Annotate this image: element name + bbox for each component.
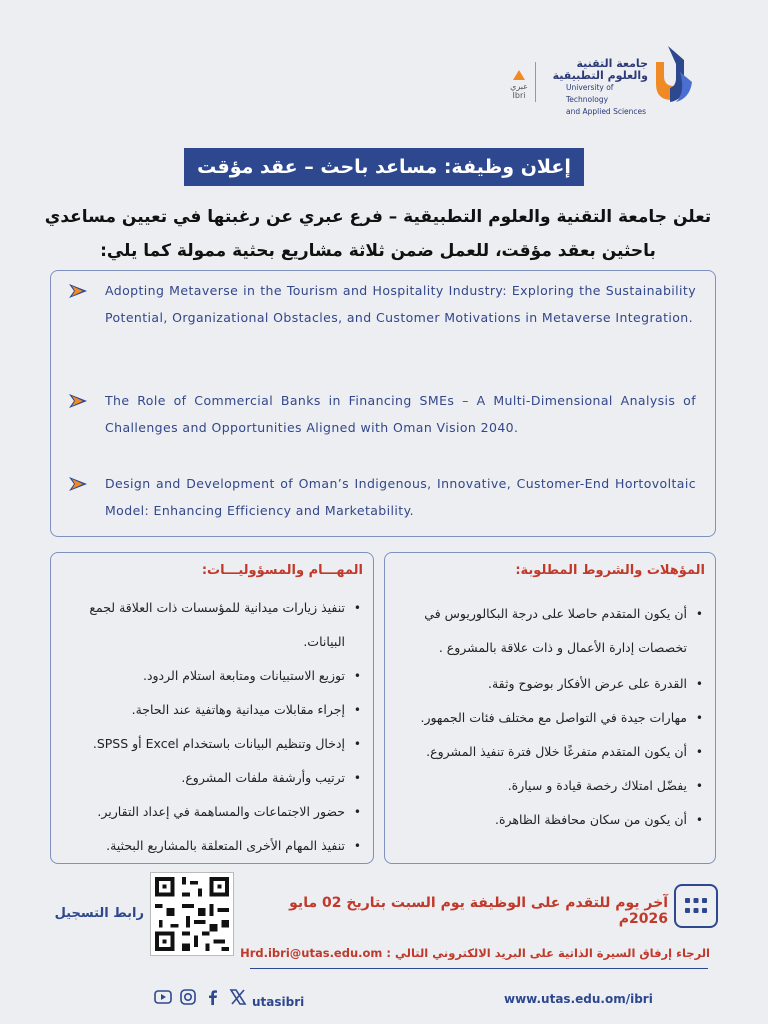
- list-item: • تنفيذ زيارات ميدانية للمؤسسات ذات العلاقة لجمع البيانات.: [69, 591, 361, 659]
- projects-box: [50, 270, 716, 537]
- page-title: إعلان وظيفة: مساعد باحث – عقد مؤقت: [184, 148, 584, 186]
- youtube-icon[interactable]: [154, 988, 172, 1006]
- project-item: [71, 277, 696, 331]
- list-item: • أن يكون المتقدم متفرغًا خلال فترة تنفيذ المشروع.: [403, 735, 703, 769]
- list-item: • تنفيذ المهام الأخرى المتعلقة بالمشاريع البحثية.: [69, 829, 361, 863]
- project-item: [71, 470, 696, 524]
- university-name-ar: جامعة التقنية والعلوم التطبيقية: [552, 57, 648, 82]
- arrow-bullet-icon: [69, 394, 87, 408]
- branch-name-ar: عبري: [510, 82, 528, 91]
- social-handle[interactable]: utasibri: [252, 995, 305, 1009]
- logo-divider: [535, 62, 536, 102]
- facebook-icon[interactable]: [204, 988, 222, 1006]
- footer-divider: [250, 968, 708, 969]
- qualifications-box: [384, 552, 716, 864]
- qualifications-heading: المؤهلات والشروط المطلوبة:: [515, 563, 705, 578]
- cv-email-note: الرجاء إرفاق السيرة الذاتية على البريد الالكتروني التالي : Hrd.ibri@utas.edu.om: [240, 946, 710, 960]
- website-link[interactable]: www.utas.edu.om/ibri: [504, 992, 653, 1006]
- qr-code[interactable]: [150, 872, 234, 956]
- list-item: • مهارات جيدة في التواصل مع مختلف فئات الجمهور.: [403, 701, 703, 735]
- list-item: • حضور الاجتماعات والمساهمة في إعداد التقارير.: [69, 795, 361, 829]
- branch-logo-mark-icon: [513, 70, 525, 80]
- list-item: • يفضّل امتلاك رخصة قيادة و سيارة.: [403, 769, 703, 803]
- x-icon[interactable]: [229, 988, 247, 1006]
- arrow-bullet-icon: [69, 477, 87, 491]
- social-icons: [154, 986, 249, 1006]
- university-name: [548, 58, 648, 118]
- project-title: Adopting Metaverse in the Tourism and Hospitality Industry: Exploring the Sustainability Potential, Organizational Obstacles, and Customer Motivations in Metaverse Integration.: [105, 283, 696, 325]
- project-title: Design and Development of Oman’s Indigenous, Innovative, Customer-End Hortovoltaic Model: Enhancing Efficiency and Marketability.: [105, 476, 696, 518]
- register-link-label[interactable]: رابط التسجيل: [54, 906, 144, 921]
- project-title: The Role of Commercial Banks in Financing SMEs – A Multi-Dimensional Analysis of Challenges and Opportunities Aligned with Oman Vision 2040.: [105, 393, 696, 435]
- instagram-icon[interactable]: [179, 988, 197, 1006]
- list-item: • إجراء مقابلات ميدانية وهاتفية عند الحاجة.: [69, 693, 361, 727]
- university-logo-icon: [650, 42, 696, 104]
- list-item: • القدرة على عرض الأفكار بوضوح وثقة.: [403, 667, 703, 701]
- list-item: • أن يكون المتقدم حاصلا على درجة البكالوريوس في تخصصات إدارة الأعمال و ذات علاقة بالمشروع .: [403, 597, 703, 665]
- duties-list: [69, 591, 361, 863]
- deadline-text: آخر يوم للتقدم على الوظيفة يوم السبت بتاريخ 02 مايو 2026م: [289, 895, 668, 927]
- university-name-en: University of Technology and Applied Sciences: [566, 83, 647, 116]
- qualifications-list: [403, 597, 703, 837]
- duties-box: [50, 552, 374, 864]
- branch-logo: [508, 70, 530, 100]
- list-item: • إدخال وتنظيم البيانات باستخدام Excel أو SPSS.: [69, 727, 361, 761]
- branch-name-en: Ibri: [512, 91, 526, 100]
- arrow-bullet-icon: [69, 284, 87, 298]
- intro-paragraph: تعلن جامعة التقنية والعلوم التطبيقية – فرع عبري عن رغبتها في تعيين مساعدي باحثين بعقد مؤقت، للعمل ضمن ثلاثة مشاريع بحثية ممولة كما يلي:: [44, 207, 712, 261]
- duties-heading: المهـــام والمسؤوليـــات:: [201, 563, 363, 578]
- calendar-icon: [674, 884, 718, 928]
- list-item: • توزيع الاستبيانات ومتابعة استلام الردود.: [69, 659, 361, 693]
- list-item: • ترتيب وأرشفة ملفات المشروع.: [69, 761, 361, 795]
- list-item: • أن يكون من سكان محافظة الظاهرة.: [403, 803, 703, 837]
- project-item: [71, 387, 696, 441]
